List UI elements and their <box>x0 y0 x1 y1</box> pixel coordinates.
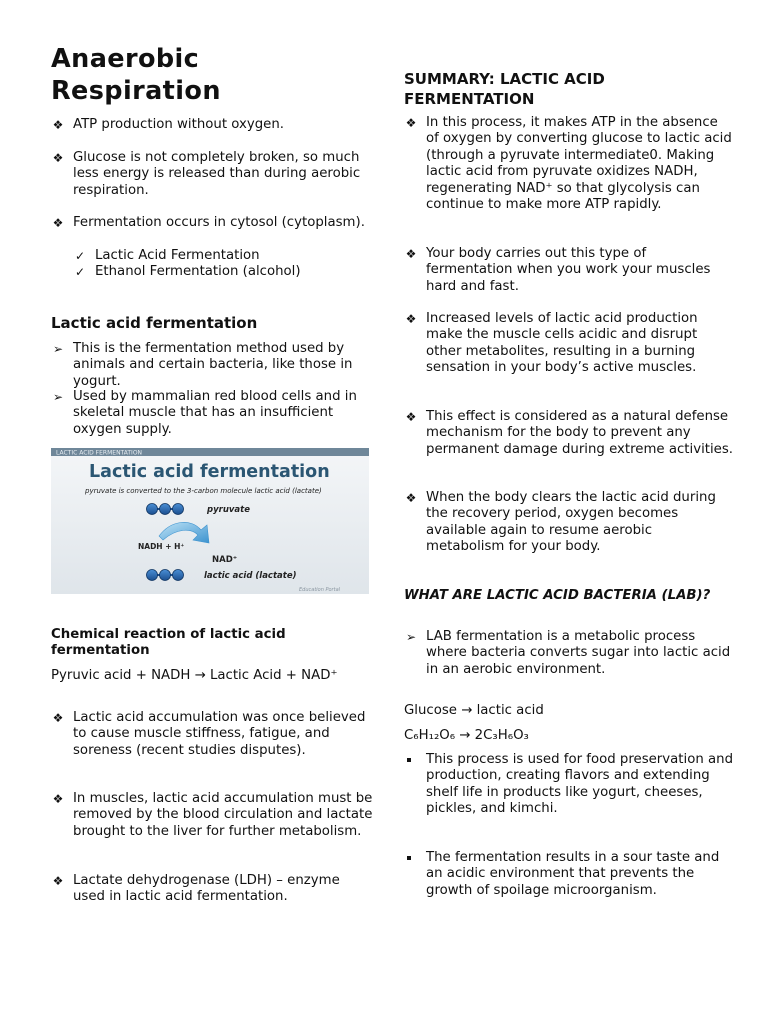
list-item: ✓ Lactic Acid Fermentation <box>74 248 260 263</box>
reaction-equation: Pyruvic acid + NADH → Lactic Acid + NAD⁺ <box>51 668 338 683</box>
pyruvate-molecule-icon <box>147 504 184 515</box>
figure-header: LACTIC ACID FERMENTATION <box>56 449 143 457</box>
glucose-equation: Glucose → lactic acid <box>404 703 544 718</box>
list-item: ❖ Lactic acid accumulation was once believed to cause muscle stiffness, fatigue, and soreness (recent studies disputes). <box>52 710 366 758</box>
section-heading: Chemical reaction of lactic acid fermentation <box>51 627 286 659</box>
list-item: ✓ Ethanol Fermentation (alcohol) <box>74 264 301 279</box>
diamond-bullet-icon: ❖ <box>405 312 417 326</box>
arrow-bullet-icon: ➢ <box>52 342 64 356</box>
list-item: ❖ Fermentation occurs in cytosol (cytoplasm). <box>52 215 365 230</box>
nadh-label: NADH + H⁺ <box>138 542 185 551</box>
arrow-bullet-icon: ➢ <box>52 390 64 404</box>
list-item: ➢ Used by mammalian red blood cells and in skeletal muscle that has an insufficient oxygen supply. <box>52 389 357 437</box>
lactic-acid-label: lactic acid (lactate) <box>204 571 297 581</box>
diamond-bullet-icon: ❖ <box>405 410 417 424</box>
list-item: ❖ In this process, it makes ATP in the absence of oxygen by converting glucose to lactic acid (through a pyruvate intermediate0. Making lactic acid from pyruvate oxidizes NADH, regenerating NAD⁺ so that glycolysis can continue to make more ATP rapidly. <box>405 115 732 213</box>
diamond-bullet-icon: ❖ <box>405 116 417 130</box>
nad-label: NAD⁺ <box>212 555 238 565</box>
pyruvate-label: pyruvate <box>207 505 250 515</box>
diamond-bullet-icon: ❖ <box>52 118 64 132</box>
lactic-acid-fermentation-figure <box>51 448 369 594</box>
figure-credit: Education Portal <box>299 587 341 593</box>
diamond-bullet-icon: ❖ <box>405 247 417 261</box>
list-item: ❖ Your body carries out this type of fermentation when you work your muscles hard and fast. <box>405 246 711 294</box>
square-bullet-icon <box>407 758 411 762</box>
list-item: ❖ ATP production without oxygen. <box>52 117 285 132</box>
chemical-formula: C₆H₁₂O₆ → 2C₃H₆O₃ <box>404 728 529 743</box>
list-item: The fermentation results in a sour taste and an acidic environment that prevents the growth of spoilage microorganism. <box>404 850 734 899</box>
diamond-bullet-icon: ❖ <box>52 151 64 165</box>
check-bullet-icon: ✓ <box>74 249 86 263</box>
list-item: ➢ This is the fermentation method used by animals and certain bacteria, like those in yogurt. <box>52 341 353 389</box>
list-item: ❖ Increased levels of lactic acid production make the muscle cells acidic and disrupt other metabolites, resulting in a burning sensation in your body’s active muscles. <box>405 311 698 376</box>
section-heading: Lactic acid fermentation <box>51 314 258 332</box>
check-bullet-icon: ✓ <box>74 265 86 279</box>
figure-title: Lactic acid fermentation <box>89 462 330 482</box>
list-item: ❖ This effect is considered as a natural defense mechanism for the body to prevent any permanent damage during extreme activities. <box>405 409 734 457</box>
list-item: ➢ LAB fermentation is a metabolic process where bacteria converts sugar into lactic acid in an aerobic environment. <box>405 629 731 677</box>
diamond-bullet-icon: ❖ <box>52 874 64 888</box>
diamond-bullet-icon: ❖ <box>405 491 417 505</box>
diamond-bullet-icon: ❖ <box>52 216 64 230</box>
lactic-acid-molecule-icon <box>147 570 184 581</box>
list-item: ❖ When the body clears the lactic acid during the recovery period, oxygen becomes available again to resume aerobic metabolism for your body. <box>405 490 716 555</box>
page-title: Anaerobic Respiration <box>51 44 221 106</box>
list-item: This process is used for food preservation and production, creating flavors and extending shelf life in products like yogurt, cheeses, pickles, and kimchi. <box>404 752 734 818</box>
section-heading: WHAT ARE LACTIC ACID BACTERIA (LAB)? <box>404 588 711 603</box>
list-item: ❖ Glucose is not completely broken, so much less energy is released than during aerobic respiration. <box>52 150 361 198</box>
arrow-bullet-icon: ➢ <box>405 630 417 644</box>
diamond-bullet-icon: ❖ <box>52 792 64 806</box>
list-item: ❖ In muscles, lactic acid accumulation must be removed by the blood circulation and lactate brought to the liver for further metabolism. <box>52 791 373 839</box>
list-item: ❖ Lactate dehydrogenase (LDH) – enzyme used in lactic acid fermentation. <box>52 873 340 905</box>
section-heading: SUMMARY: LACTIC ACID FERMENTATION <box>404 70 605 108</box>
diamond-bullet-icon: ❖ <box>52 711 64 725</box>
figure-subtitle: pyruvate is converted to the 3-carbon molecule lactic acid (lactate) <box>85 487 322 495</box>
square-bullet-icon <box>407 856 411 860</box>
